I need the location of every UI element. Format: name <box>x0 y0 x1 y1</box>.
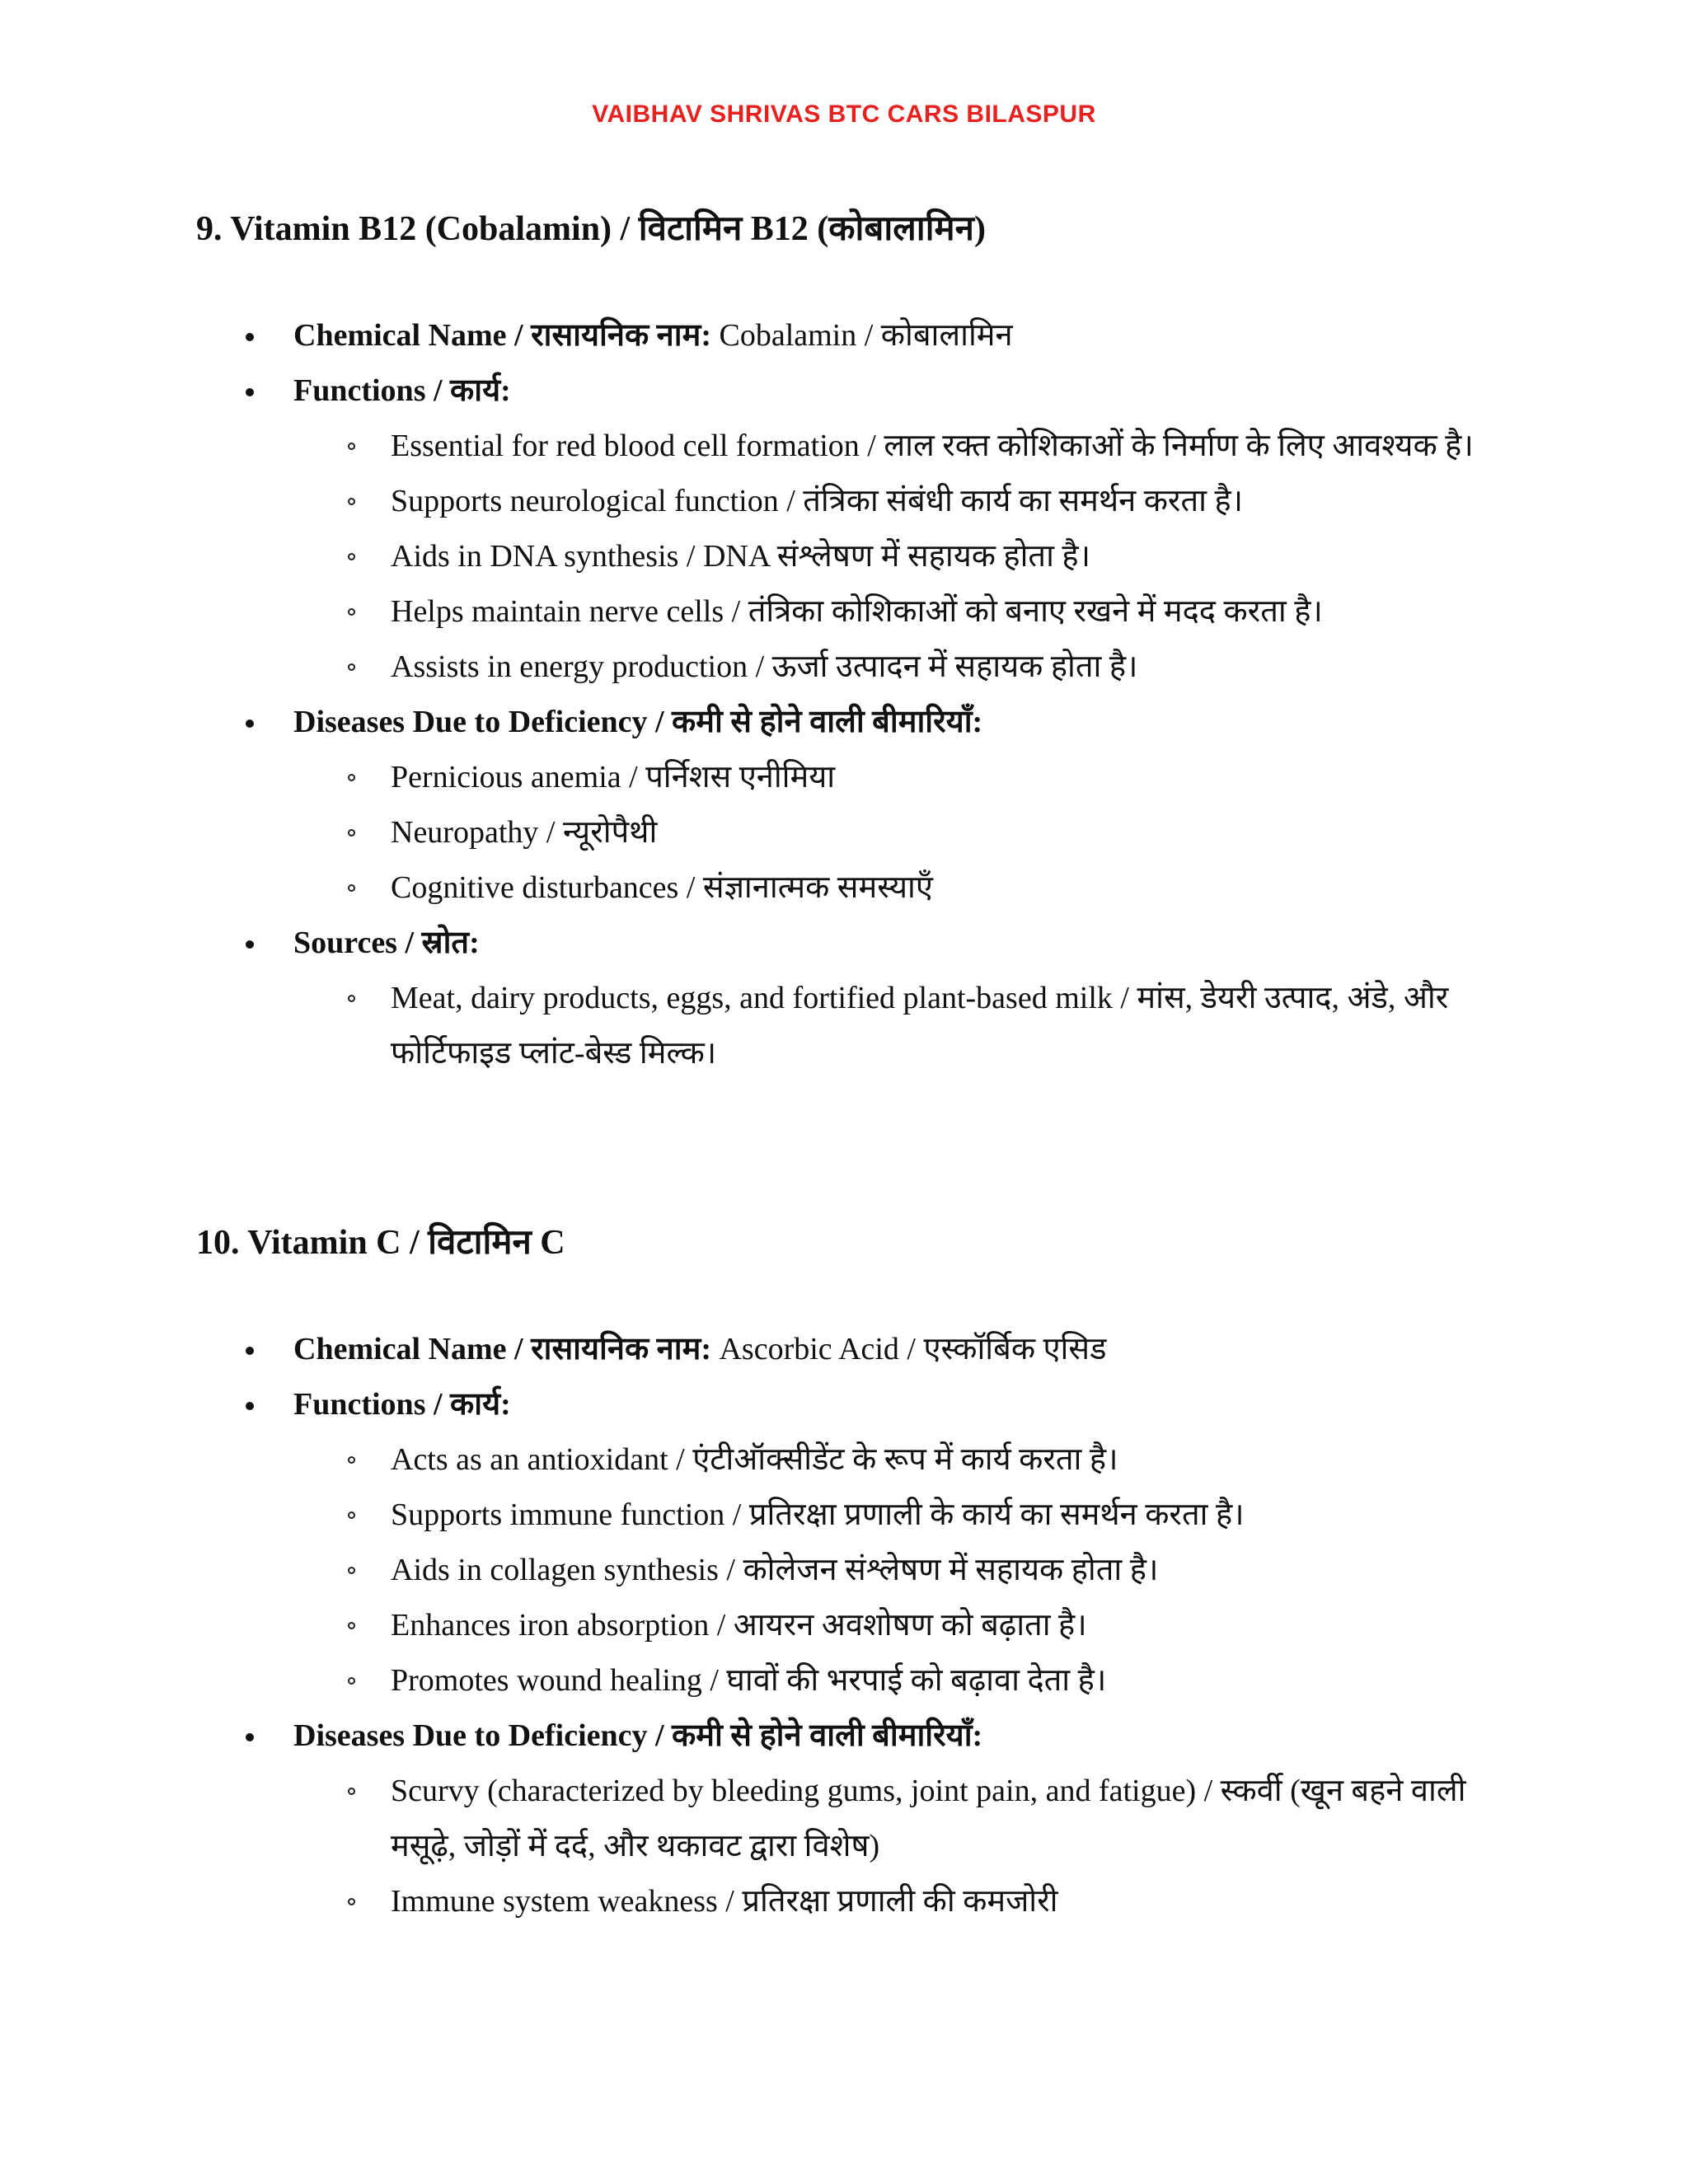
bullet-icon <box>246 719 254 728</box>
list-item-text: Pernicious anemia / पर्निशस एनीमिया <box>391 760 836 794</box>
list-item <box>292 1543 1482 1598</box>
circle-bullet-icon <box>348 774 355 781</box>
chemical-name-value: Ascorbic Acid / एस्कॉर्बिक एसिड <box>710 1332 1107 1366</box>
list-item-text: Essential for red blood cell formation / लाल रक्त कोशिकाओं के निर्माण के लिए आवश्यक है। <box>391 429 1474 463</box>
list-item-text: Cognitive disturbances / संज्ञानात्मक समस्याएँ <box>391 870 933 905</box>
functions-list <box>293 1432 1482 1708</box>
circle-bullet-icon <box>348 995 355 1002</box>
circle-bullet-icon <box>348 553 355 560</box>
list-item <box>292 529 1482 584</box>
list-item-text: Scurvy (characterized by bleeding gums, joint pain, and fatigue) / स्कर्वी (खून बहने वाली मसूढ़े, जोड़ों में दर्द, और थकावट द्वारा विशेष) <box>391 1774 1466 1863</box>
topic-list <box>196 308 1482 1081</box>
list-item-text: Acts as an antioxidant / एंटीऑक्सीडेंट के रूप में कार्य करता है। <box>391 1442 1118 1477</box>
list-item-text: Helps maintain nerve cells / तंत्रिका कोशिकाओं को बनाए रखने में मदद करता है। <box>391 594 1323 629</box>
circle-bullet-icon <box>348 1622 355 1629</box>
list-item <box>292 1874 1482 1929</box>
chemical-name-item <box>196 308 1482 363</box>
bullet-icon <box>246 1733 254 1741</box>
list-item <box>292 419 1482 474</box>
list-item <box>292 1764 1482 1874</box>
section-title: 9. Vitamin B12 (Cobalamin) / विटामिन B12 (कोबालामिन) <box>196 210 986 248</box>
list-item <box>292 1653 1482 1708</box>
list-item-text: Aids in DNA synthesis / DNA संश्लेषण में सहायक होता है। <box>391 539 1091 574</box>
diseases-list <box>293 1764 1482 1929</box>
list-item-text: Assists in energy production / ऊर्जा उत्पादन में सहायक होता है। <box>391 649 1138 684</box>
circle-bullet-icon <box>348 829 355 837</box>
bullet-icon <box>246 388 254 396</box>
list-item <box>292 640 1482 695</box>
list-item-text: Immune system weakness / प्रतिरक्षा प्रणाली की कमजोरी <box>391 1884 1058 1919</box>
circle-bullet-icon <box>348 608 355 616</box>
functions-label: Functions / कार्य: <box>293 1387 511 1422</box>
functions-list <box>293 419 1482 695</box>
section-title: 10. Vitamin C / विटामिन C <box>196 1224 565 1262</box>
circle-bullet-icon <box>348 1788 355 1795</box>
circle-bullet-icon <box>348 884 355 892</box>
circle-bullet-icon <box>348 498 355 505</box>
chemical-name-label: Chemical Name / रासायनिक नाम: <box>293 318 711 353</box>
chemical-name-label: Chemical Name / रासायनिक नाम: <box>293 1332 711 1366</box>
sources-label: Sources / स्रोत: <box>293 926 480 960</box>
section-vitamin-b12 <box>196 204 1482 1081</box>
list-item-text: Enhances iron absorption / आयरन अवशोषण को बढ़ाता है। <box>391 1608 1087 1643</box>
list-item <box>292 474 1482 529</box>
list-item <box>292 860 1482 916</box>
circle-bullet-icon <box>348 1898 355 1905</box>
chemical-name-value: Cobalamin / कोबालामिन <box>710 318 1013 353</box>
list-item <box>292 971 1482 1081</box>
section-vitamin-c <box>196 1218 1482 1929</box>
list-item <box>292 1432 1482 1488</box>
list-item <box>292 1598 1482 1653</box>
list-item <box>292 805 1482 860</box>
circle-bullet-icon <box>348 1511 355 1519</box>
circle-bullet-icon <box>348 663 355 671</box>
list-item-text: Supports neurological function / तंत्रिका संबंधी कार्य का समर्थन करता है। <box>391 484 1244 518</box>
topic-list <box>196 1322 1482 1929</box>
list-item <box>292 1488 1482 1543</box>
functions-label: Functions / कार्य: <box>293 373 511 408</box>
list-item-text: Meat, dairy products, eggs, and fortified plant-based milk / मांस, डेयरी उत्पाद, अंडे, और फोर्टिफाइड प्लांट-बेस्ड मिल्क। <box>391 981 1449 1071</box>
sources-item <box>196 916 1482 1081</box>
bullet-icon <box>246 940 254 949</box>
circle-bullet-icon <box>348 1456 355 1464</box>
bullet-icon <box>246 1347 254 1355</box>
circle-bullet-icon <box>348 1677 355 1685</box>
circle-bullet-icon <box>348 443 355 450</box>
diseases-label: Diseases Due to Deficiency / कमी से होने वाली बीमारियाँ: <box>293 705 983 739</box>
bullet-icon <box>246 1402 254 1410</box>
diseases-item <box>196 695 1482 916</box>
list-item-text: Supports immune function / प्रतिरक्षा प्रणाली के कार्य का समर्थन करता है। <box>391 1497 1245 1532</box>
chemical-name-item <box>196 1322 1482 1377</box>
diseases-list <box>293 750 1482 916</box>
sources-list <box>293 971 1482 1081</box>
functions-item <box>196 1377 1482 1708</box>
list-item-text: Aids in collagen synthesis / कोलेजन संश्लेषण में सहायक होता है। <box>391 1553 1159 1587</box>
page-header: VAIBHAV SHRIVAS BTC CARS BILASPUR <box>592 101 1096 128</box>
bullet-icon <box>246 333 254 341</box>
circle-bullet-icon <box>348 1567 355 1574</box>
functions-item <box>196 363 1482 695</box>
list-item-text: Neuropathy / न्यूरोपैथी <box>391 815 658 850</box>
diseases-label: Diseases Due to Deficiency / कमी से होने वाली बीमारियाँ: <box>293 1718 983 1753</box>
diseases-item <box>196 1708 1482 1929</box>
list-item-text: Promotes wound healing / घावों की भरपाई को बढ़ावा देता है। <box>391 1663 1107 1698</box>
list-item <box>292 750 1482 805</box>
list-item <box>292 584 1482 640</box>
